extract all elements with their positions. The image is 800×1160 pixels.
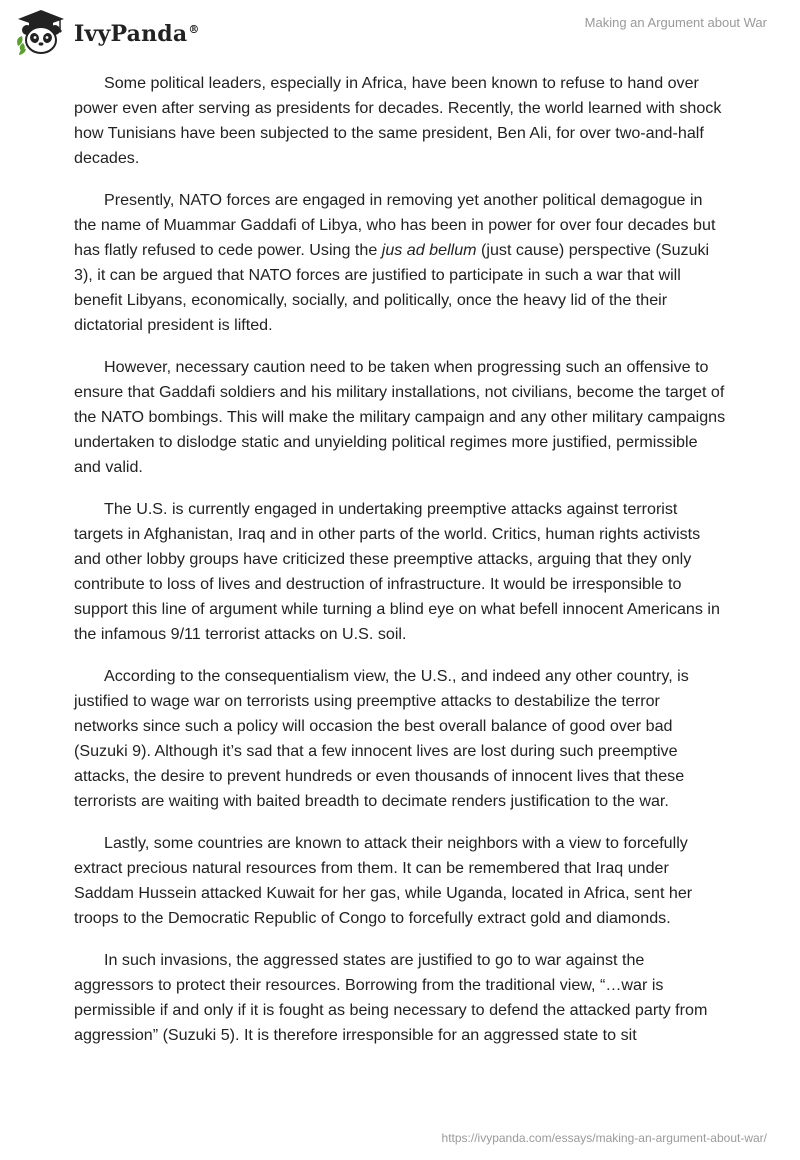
- paragraph-6: Lastly, some countries are known to attack their neighbors with a view to forcefully extract precious natural resources from them. It can be remembered that Iraq under Saddam Hussein attacked Kuwait for her gas, while Uganda, located in Africa, sent her troops to the Democratic Republic of Congo to forcefully extract gold and diamonds.: [74, 834, 693, 927]
- paragraph-2: [74, 188, 726, 338]
- paragraph-2-before: Presently, NATO forces are engaged in removing yet another political demagogue in the name of Muammar Gaddafi of Libya, who has been in power for over four decades but has flatly refused to cede power. Using the: [74, 191, 716, 259]
- paragraph-2-italic-term: jus ad bellum: [381, 241, 477, 259]
- brand-label: IvyPanda: [74, 21, 188, 47]
- paragraph-2-after: (just cause) perspective (Suzuki 3), it can be argued that NATO forces are justified to participate in such a war that will benefit Libyans, economically, socially, and politically, once the heavy lid of the their dictatorial president is lifted.: [74, 241, 710, 334]
- document-title: Making an Argument about War: [584, 15, 767, 30]
- ivypanda-logo[interactable]: [14, 8, 200, 56]
- paragraph-7: In such invasions, the aggressed states are justified to go to war against the aggressors to protect their resources. Borrowing from the traditional view, “…war is permissible if and only if it is fought as being necessary to defend the attacked party from aggression” (Suzuki 5). It is therefore irresponsible for an aggressed state to sit: [74, 951, 708, 1044]
- paragraph-4: The U.S. is currently engaged in undertaking preemptive attacks against terrorist targets in Afghanistan, Iraq and in other parts of the world. Critics, human rights activists and other lobby groups have criticized these preemptive attacks, arguing that they only contribute to loss of lives and destruction of infrastructure. It would be irresponsible to support this line of argument while turning a blind eye on what befell innocent Americans in the infamous 9/11 terrorist attacks on U.S. soil.: [74, 500, 720, 643]
- paragraph-3: However, necessary caution need to be taken when progressing such an offensive to ensure that Gaddafi soldiers and his military installations, not civilians, become the target of the NATO bombings. This will make the military campaign and any other military campaigns undertaken to dislodge static and unyielding political regimes more justified, permissible and valid.: [74, 358, 726, 476]
- paragraph-1: Some political leaders, especially in Africa, have been known to refuse to hand over power even after serving as presidents for decades. Recently, the world learned with shock how Tunisians have been subjected to the same president, Ben Ali, for over two-and-half decades.: [74, 74, 722, 167]
- paragraph-5: According to the consequentialism view, the U.S., and indeed any other country, is justified to wage war on terrorists using preemptive attacks to destabilize the terror networks since such a policy will occasion the best overall balance of good over bad (Suzuki 9). Although it’s sad that a few innocent lives are lost during such preemptive attacks, the desire to prevent hundreds or even thousands of innocent lives that these terrorists are waiting with baited breadth to decimate renders justification to the war.: [74, 667, 689, 810]
- registered-mark: ®: [188, 22, 200, 36]
- brand-name: [74, 21, 200, 47]
- page-header: [0, 0, 800, 70]
- panda-graduate-icon: [14, 8, 68, 56]
- essay-body: [74, 71, 726, 1065]
- source-url-link[interactable]: https://ivypanda.com/essays/making-an-argument-about-war/: [441, 1131, 767, 1145]
